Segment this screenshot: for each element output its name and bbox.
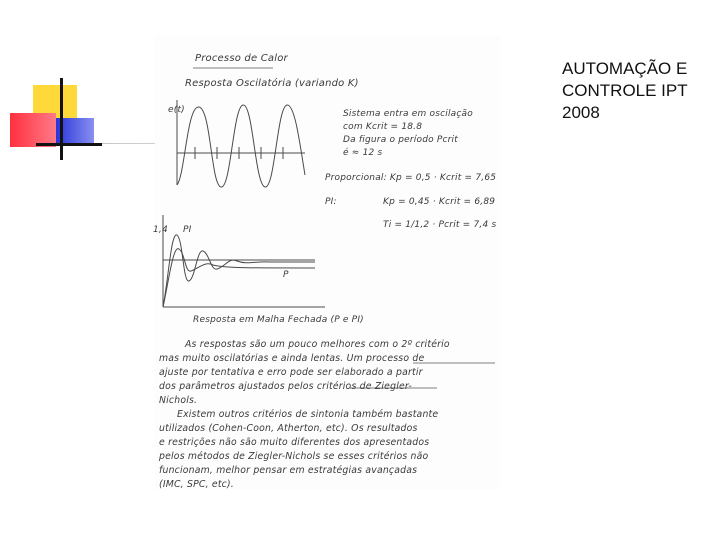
scan-drawings: [155, 35, 500, 490]
slide-title: [562, 58, 712, 124]
oscillation-curve: [177, 105, 305, 187]
pi-kp-formula: Kp = 0,45 · Kcrit = 6,89: [383, 197, 496, 207]
plot2-pi-label: PI: [183, 225, 192, 235]
plot2-caption: Resposta em Malha Fechada (P e PI): [193, 315, 364, 325]
plot1-axis-label: e(t): [168, 105, 185, 115]
oscillation-plot: [177, 100, 305, 187]
title-line-3: 2008: [562, 103, 600, 122]
proportional-formula: Proporcional: Kp = 0,5 · Kcrit = 7,65: [325, 173, 497, 183]
template-decoration: [0, 0, 110, 170]
title-line-1: AUTOMAÇÃO E: [562, 59, 688, 78]
vertical-divider: [60, 78, 63, 160]
scanned-handwritten-page: Processo de Calor Resposta Oscilatória (variando K) e(t) Sistema entra em oscilação com Kcrit = 18.8 Da figura o período Pcrit é ≈ 12 s Proporcional: Kp = 0,5 · Kcrit = 7,65 PI: Kp = 0,45 · Kcrit = 6,89 Ti = 1/1,2 · Pcrit = 7,4 s 1,4 PI P Resposta em Malha Fechada (P e PI) As respostas são um pouco melhores com o 2º critério mas muito oscilatórias e ainda lentas. Um processo de ajuste por tentativa e erro pode ser elaborado a partir dos parâmetros ajustados pelos critérios de Ziegler- Nichols. Existem outros critérios de sintonia também bastante utilizados (Cohen-Coon, Atherton, etc). Os resultados e restrições não são muito diferentes dos apresentados pelos métodos de Ziegler-Nichols se esses critérios não funcionam, melhor pensar em estratégias avançadas (IMC, SPC, etc).: [155, 35, 500, 490]
pi-label: PI:: [325, 197, 337, 207]
plot2-axis-label: 1,4: [153, 225, 168, 235]
pi-response-curve: [163, 235, 315, 307]
sidenote-2: com Kcrit = 18.8: [343, 122, 423, 132]
sidenote-1: Sistema entra em oscilação: [343, 109, 473, 119]
horizontal-divider: [36, 143, 102, 146]
plot2-p-label: P: [283, 270, 289, 280]
sidenote-3: Da figura o período Pcrit: [343, 135, 458, 145]
title-line-2: CONTROLE IPT: [562, 81, 688, 100]
red-square: [10, 113, 56, 147]
sidenote-4: é ≈ 12 s: [343, 148, 383, 158]
heading-response: Resposta Oscilatória (variando K): [185, 78, 359, 89]
pi-ti-formula: Ti = 1/1,2 · Pcrit = 7,4 s: [383, 220, 497, 230]
heading-process: Processo de Calor: [195, 53, 288, 64]
